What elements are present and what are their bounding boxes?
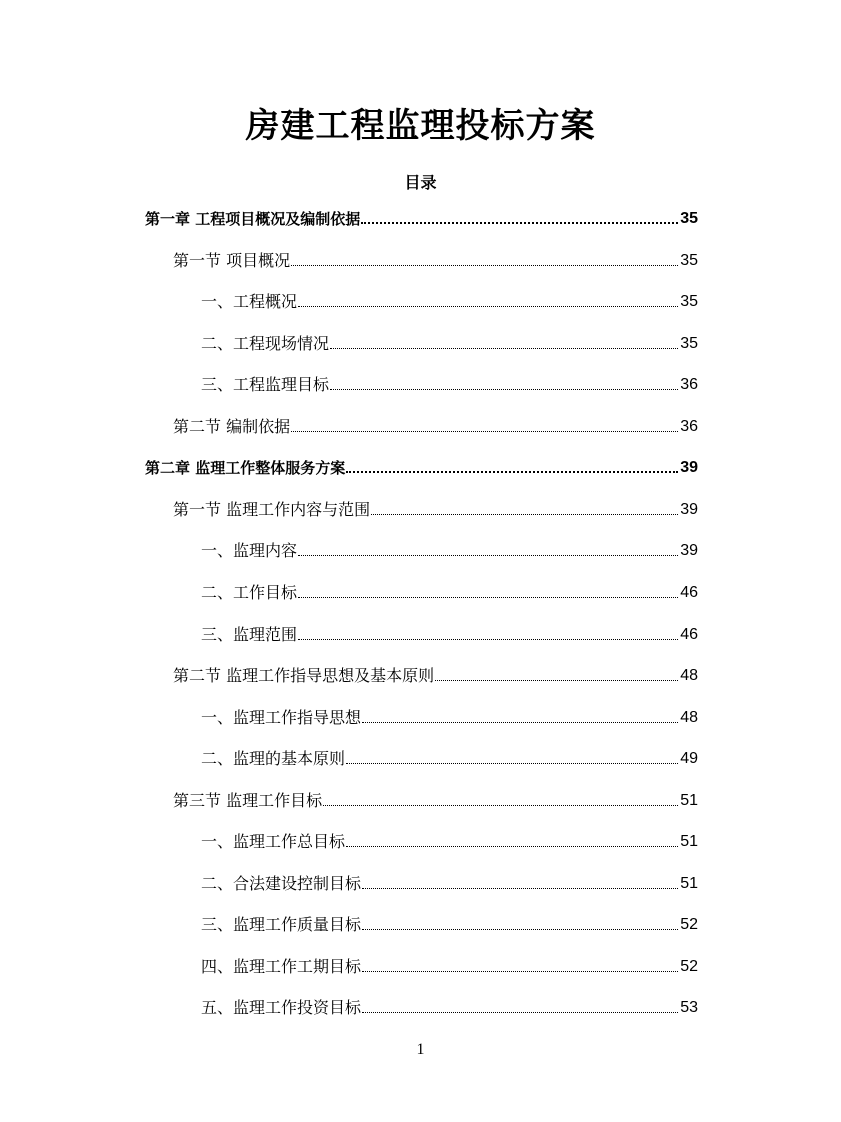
toc-entry-item[interactable] (201, 325, 698, 355)
toc-entry-label: 第三节 监理工作目标 (173, 791, 323, 810)
toc-entry-page: 35 (680, 293, 698, 310)
toc-dot-leader (291, 431, 678, 432)
toc-entry-label: 第二节 编制依据 (173, 417, 291, 436)
toc-entry-item[interactable] (201, 366, 698, 396)
toc-entry-page: 46 (680, 626, 698, 643)
toc-entry-label: 二、工程现场情况 (201, 334, 330, 353)
toc-entry-label: 一、工程概况 (201, 292, 298, 311)
toc-entry-item[interactable] (201, 906, 698, 936)
toc-entry-label: 二、工作目标 (201, 583, 298, 602)
toc-entry-label: 三、监理工作质量目标 (201, 915, 362, 934)
toc-entry-page: 46 (680, 584, 698, 601)
toc-entry-page: 51 (680, 792, 698, 809)
toc-entry-item[interactable] (201, 699, 698, 729)
toc-entry-label: 第一节 项目概况 (173, 251, 291, 270)
toc-entry-page: 36 (680, 376, 698, 393)
toc-entry-label: 第二节 监理工作指导思想及基本原则 (173, 666, 435, 685)
toc-entry-page: 49 (680, 750, 698, 767)
toc-entry-page: 52 (680, 916, 698, 933)
toc-entry-page: 35 (680, 335, 698, 352)
toc-entry-item[interactable] (201, 948, 698, 978)
toc-dot-leader (362, 1012, 678, 1013)
toc-entry-item[interactable] (201, 823, 698, 853)
toc-entry-label: 三、工程监理目标 (201, 375, 330, 394)
toc-dot-leader (371, 514, 678, 515)
toc-entry-page: 35 (680, 252, 698, 269)
toc-entry-page: 36 (680, 418, 698, 435)
toc-heading: 目录 (404, 173, 437, 192)
toc-dot-leader (435, 680, 678, 681)
toc-entry-page: 53 (680, 999, 698, 1016)
toc-dot-leader (298, 555, 678, 556)
toc-entry-label: 第二章 监理工作整体服务方案 (145, 459, 346, 477)
toc-entry-page: 51 (680, 833, 698, 850)
toc-entry-item[interactable] (201, 532, 698, 562)
toc-entry-label: 一、监理工作总目标 (201, 832, 346, 851)
document-title: 房建工程监理投标方案 (245, 106, 596, 146)
toc-entry-label: 三、监理范围 (201, 625, 298, 644)
toc-entry-page: 51 (680, 875, 698, 892)
toc-entry-page: 52 (680, 958, 698, 975)
toc-dot-leader (346, 763, 678, 764)
toc-entry-section[interactable] (173, 242, 698, 272)
toc-entry-section[interactable] (173, 657, 698, 687)
toc-dot-leader (298, 639, 678, 640)
toc-dot-leader (298, 306, 678, 307)
toc-entry-page: 39 (680, 459, 698, 476)
toc-entry-item[interactable] (201, 574, 698, 604)
toc-dot-leader (362, 888, 678, 889)
toc-entry-page: 39 (680, 501, 698, 518)
toc-dot-leader (323, 805, 678, 806)
toc-dot-leader (346, 471, 678, 473)
toc-entry-label: 二、合法建设控制目标 (201, 874, 362, 893)
page-number: 1 (416, 1041, 425, 1058)
toc-entry-chapter-1[interactable] (145, 200, 698, 230)
toc-dot-leader (330, 389, 678, 390)
toc-dot-leader (330, 348, 678, 349)
toc-dot-leader (346, 846, 678, 847)
toc-dot-leader (362, 929, 678, 930)
toc-entry-section[interactable] (173, 491, 698, 521)
toc-entry-label: 一、监理内容 (201, 541, 298, 560)
toc-entry-section[interactable] (173, 782, 698, 812)
toc-entry-page: 48 (680, 709, 698, 726)
toc-dot-leader (362, 722, 678, 723)
toc-entry-chapter-2[interactable] (145, 449, 698, 479)
toc-entry-label: 一、监理工作指导思想 (201, 708, 362, 727)
toc-entry-page: 35 (680, 210, 698, 227)
toc-entry-label: 第一章 工程项目概况及编制依据 (145, 210, 361, 228)
toc-entry-label: 第一节 监理工作内容与范围 (173, 500, 371, 519)
toc-entry-item[interactable] (201, 989, 698, 1019)
toc-dot-leader (361, 222, 678, 224)
toc-entry-item[interactable] (201, 865, 698, 895)
toc-dot-leader (298, 597, 678, 598)
toc-entry-section[interactable] (173, 408, 698, 438)
toc-entry-item[interactable] (201, 616, 698, 646)
toc-dot-leader (291, 265, 678, 266)
toc-entry-page: 39 (680, 542, 698, 559)
toc-entry-page: 48 (680, 667, 698, 684)
toc-dot-leader (362, 971, 678, 972)
toc-entry-item[interactable] (201, 740, 698, 770)
toc-entry-label: 四、监理工作工期目标 (201, 957, 362, 976)
toc-entry-label: 二、监理的基本原则 (201, 749, 346, 768)
toc-entry-item[interactable] (201, 283, 698, 313)
toc-entry-label: 五、监理工作投资目标 (201, 998, 362, 1017)
